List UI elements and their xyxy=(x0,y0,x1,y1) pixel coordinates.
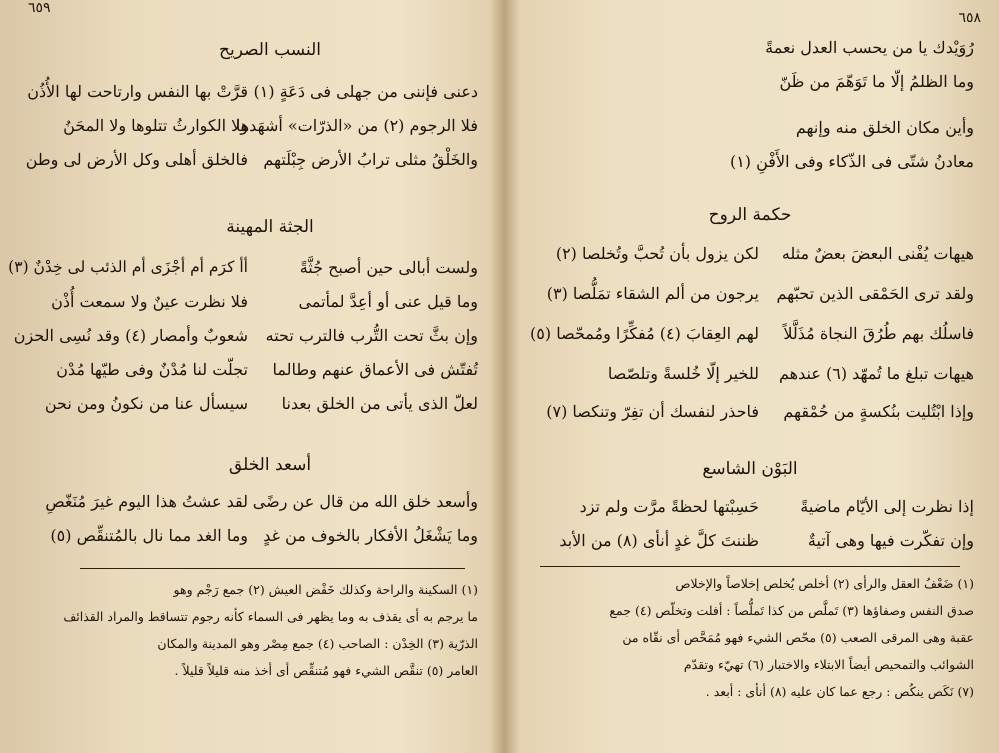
footnote-line: الذرّية (٣) الخِدْن : الصاحب (٤) جمع مِصْر وهو المدينة والمكان xyxy=(157,636,478,651)
footnote-line: عقبة وهى المرقى الصعب (٥) محّص الشيء فهو مُمَحَّص أى نقّاه من xyxy=(622,630,974,645)
verse-first-hemistich: وأسعد خلق الله من قال عن رضًى xyxy=(252,492,478,511)
verse-second-hemistich: تجلّت لنا مُدْنٌ وفى طيّها مُدْن xyxy=(56,360,248,379)
verse-first-hemistich: وما يَشْغَلُ الأفكار بالخوف من غدٍ xyxy=(263,526,478,545)
footnote-line: صدق النفس وصفاؤها (٣) تَملَّص من كذا تَملُّصاً : أفلت وتخلّص (٤) جمع xyxy=(609,603,974,618)
verse-second-hemistich: أأ كرَم أم أجْزَى أم الذئب لى خِدْنٌ (٣) xyxy=(8,258,248,276)
verse-second-hemistich: ظننتَ كلَّ غدٍ أنأى (٨) من الأبد xyxy=(559,531,759,550)
page-number: ٦٥٩ xyxy=(28,0,51,16)
footnote-rule xyxy=(80,568,465,569)
verse-first-hemistich: والخَلْقُ مثلى ترابُ الأرض جِبْلَتهم xyxy=(263,150,478,169)
verse-first-hemistich: دعنى فإننى من جهلى فى دَعَةٍ (١) xyxy=(253,82,478,101)
verse-second-hemistich: لقد عشتُ هذا اليوم غيرَ مُنَغّصِ xyxy=(45,492,248,511)
verse-second-hemistich: شعوبٌ وأمصار (٤) وقد نُسِى الحزن xyxy=(13,326,248,345)
section-title: أسعد الخلق xyxy=(228,455,312,475)
verse-first-hemistich: هيهات تبلغ ما تُمهّد (٦) عندهم xyxy=(779,364,974,383)
verse-second-hemistich: فاحذر لنفسك أن تفِرّ وتنكصا (٧) xyxy=(546,402,759,421)
verse-second-hemistich: لكن يزول بأن تُحبَّ وتُخلصا (٢) xyxy=(555,244,759,263)
verse-first-hemistich: وإن تفكّرت فيها وهى آتيةٌ xyxy=(807,531,974,550)
verse-first-hemistich: وما قيل عنى أو أعِدَّ لمأتمى xyxy=(298,292,478,311)
verse-second-hemistich: فلا نظرت عينٌ ولا سمعت أُذْن xyxy=(51,292,248,311)
verse-second-hemistich: قرَّتْ بها النفس وارتاحت لها الأُذُن xyxy=(27,82,248,101)
verse-first-hemistich: ولقد ترى الحَمْقى الذين تحبّهم xyxy=(776,284,974,303)
footnote-line: العامر (٥) تنقَّص الشيء فهو مُتنقِّص أى أخذ منه قليلاً قليلاً . xyxy=(174,663,478,678)
verse-second-hemistich: فالخلق أهلى وكل الأرض لى وطن xyxy=(25,150,248,169)
footnote-line: الشوائب والتمحيص أيضاً الابتلاء والاختبار (٦) تهيّء وتقدّم xyxy=(683,657,974,672)
page-number: ٦٥٨ xyxy=(958,10,981,26)
footnote-line: (٧) نَكَص ينكُص : رجع عما كان عليه (٨) أنأى : أبعد . xyxy=(705,684,974,699)
verse-first-hemistich: فاسلُك بهم طُرُقَ النجاة مُذَلَّلاً xyxy=(783,324,974,343)
verse-line: معادنُ شتّى فى الذّكاء وفى الأَفْنِ (١) xyxy=(729,152,974,171)
verse-first-hemistich: إذا نظرت إلى الأيّام ماضيةً xyxy=(800,497,974,516)
footnote-rule xyxy=(540,566,960,567)
right-page xyxy=(510,0,999,753)
verse-first-hemistich: تُفتّش فى الأعماق عنهم وطالما xyxy=(272,360,478,379)
verse-line: وأين مكان الخلق منه وإنهم xyxy=(795,118,974,137)
verse-first-hemistich: فلا الرجوم (٢) من «الذرّات» أشهَدها xyxy=(235,116,478,135)
verse-first-hemistich: هيهات يُفْنى البعضَ بعضٌ مثله xyxy=(781,244,974,263)
footnote-line: (١) ضَعْفُ العقل والرأى (٢) أخلص يُخلص إخلاصاً والإخلاص xyxy=(675,576,974,591)
verse-second-hemistich: حَسِبْتها لحظةً مرَّت ولم تزد xyxy=(579,497,759,516)
verse-first-hemistich: لعلّ الذى يأتى من الخلق بعدنا xyxy=(281,394,478,413)
verse-second-hemistich: لهم العِقابَ (٤) مُفكِّرًا ومُمحّصا (٥) xyxy=(530,324,759,343)
section-title: البَوْن الشاسع xyxy=(702,459,798,479)
verse-second-hemistich: يرجون من ألم الشقاء تمَلُّصا (٣) xyxy=(546,284,759,303)
footnote-line: ما يرجم به أى يقذف به وما يظهر فى السماء كأنه رجوم تتساقط والمراد القذائف xyxy=(63,609,478,624)
verse-first-hemistich: ولست أبالى حين أصبح جُثَّةً xyxy=(299,258,478,277)
verse-first-hemistich: وإذا ابْتُليت بنُكسةٍ من حُمْقهم xyxy=(783,402,974,421)
verse-first-hemistich: وإن بثَّ تحت التُّرب فالترب تحته xyxy=(265,326,478,345)
section-title: حكمة الروح xyxy=(708,205,792,225)
section-title: الجثة المهينة xyxy=(226,217,314,237)
section-title: النسب الصريح xyxy=(218,40,322,60)
verse-line: وما الظلمُ إلّا ما تَوَهّمَ من ظَنّ xyxy=(779,72,974,91)
verse-second-hemistich: وما الغد مما نال بالمُتنقِّص (٥) xyxy=(50,526,248,545)
footnote-line: (١) السكينة والراحة وكذلك خَفْض العيش (٢) جمع رَجْم وهو xyxy=(173,582,478,597)
verse-line: رُوَيْدك يا من يحسب العدل نعمةً xyxy=(765,38,974,57)
verse-second-hemistich: ولا الكوارثُ تتلوها ولا المحَنُ xyxy=(63,116,248,135)
verse-second-hemistich: للخير إلّا خُلسةً وتلصّصا xyxy=(607,364,759,383)
verse-second-hemistich: سيسأل عنا من نكونُ ومن نحن xyxy=(44,394,248,413)
